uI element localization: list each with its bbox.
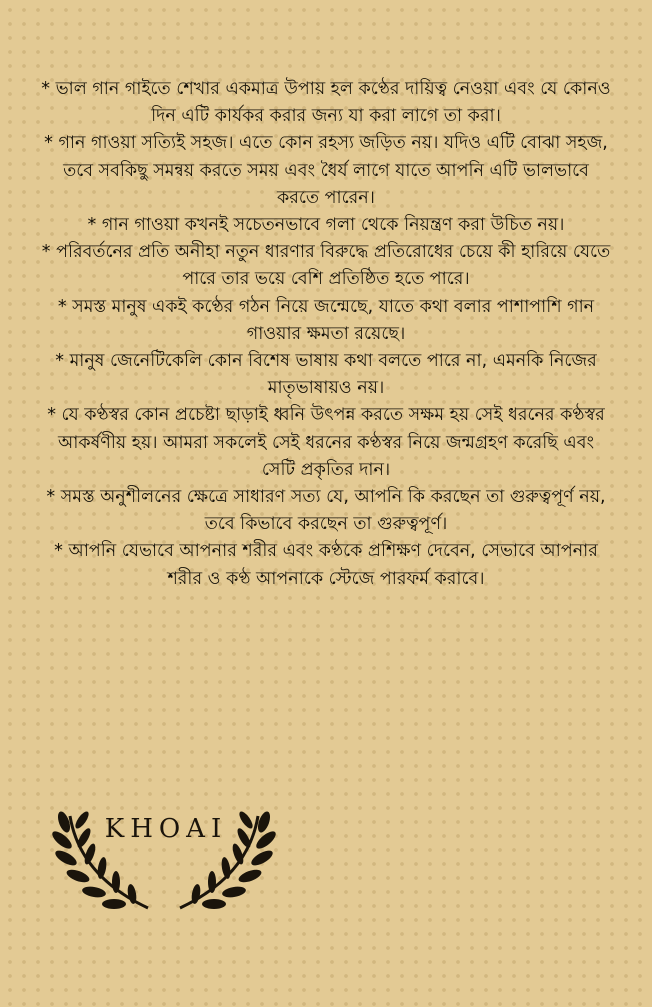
quote-paragraph-2: * গান গাওয়া সত্যিই সহজ। এতে কোন রহস্য জড়িত নয়। যদিও এটি বোঝা সহজ, তবে সবকিছু সমন্বয় করতে সময় এবং ধৈর্য লাগে যাতে আপনি এটি ভালভাবে করতে পারেন। [44, 133, 608, 208]
quote-paragraph-6: * মানুষ জেনেটিকেলি কোন বিশেষ ভাষায় কথা বলতে পারে না, এমনকি নিজের মাতৃভাষায়ও নয়। [55, 351, 597, 399]
quote-paragraph-3: * গান গাওয়া কখনই সচেতনভাবে গলা থেকে নিয়ন্ত্রণ করা উচিত নয়। [87, 215, 565, 236]
quote-paragraph-1: * ভাল গান গাইতে শেখার একমাত্র উপায় হল কণ্ঠের দায়িত্ব নেওয়া এবং যে কোনও দিন এটি কার্যকর করার জন্য যা করা লাগে তা করা। [41, 79, 611, 127]
quote-paragraph-7: * যে কণ্ঠস্বর কোন প্রচেষ্টা ছাড়াই ধ্বনি উৎপন্ন করতে সক্ষম হয় সেই ধরনের কণ্ঠস্বর আকর্ষণীয় হয়। আমরা সকলেই সেই ধরনের কণ্ঠস্বর নিয়ে জন্মগ্রহণ করেছি এবং সেটি প্রকৃতির দান। [47, 405, 605, 480]
back-cover-text [40, 76, 612, 593]
quote-paragraph-5: * সমস্ত মানুষ একই কণ্ঠের গঠন নিয়ে জন্মেছে, যাতে কথা বলার পাশাপাশি গান গাওয়ার ক্ষমতা রয়েছে। [57, 296, 595, 344]
quote-paragraph-9: * আপনি যেভাবে আপনার শরীর এবং কণ্ঠকে প্রশিক্ষণ দেবেন, সেভাবে আপনার শরীর ও কণ্ঠ আপনাকে স্টেজে পারফর্ম করাবে। [54, 541, 598, 589]
quote-paragraph-4: * পরিবর্তনের প্রতি অনীহা নতুন ধারণার বিরুদ্ধে প্রতিরোধের চেয়ে কী হারিয়ে যেতে পারে তার ভয়ে বেশি প্রতিষ্ঠিত হতে পারে। [41, 242, 611, 290]
publisher-logo [52, 806, 276, 916]
quote-paragraph-8: * সমস্ত অনুশীলনের ক্ষেত্রে সাধারণ সত্য যে, আপনি কি করছেন তা গুরুত্বপূর্ণ নয়, তবে কিভাবে করছেন তা গুরুত্বপূর্ণ। [46, 487, 606, 535]
logo-wordmark: KHOAI [104, 814, 228, 844]
